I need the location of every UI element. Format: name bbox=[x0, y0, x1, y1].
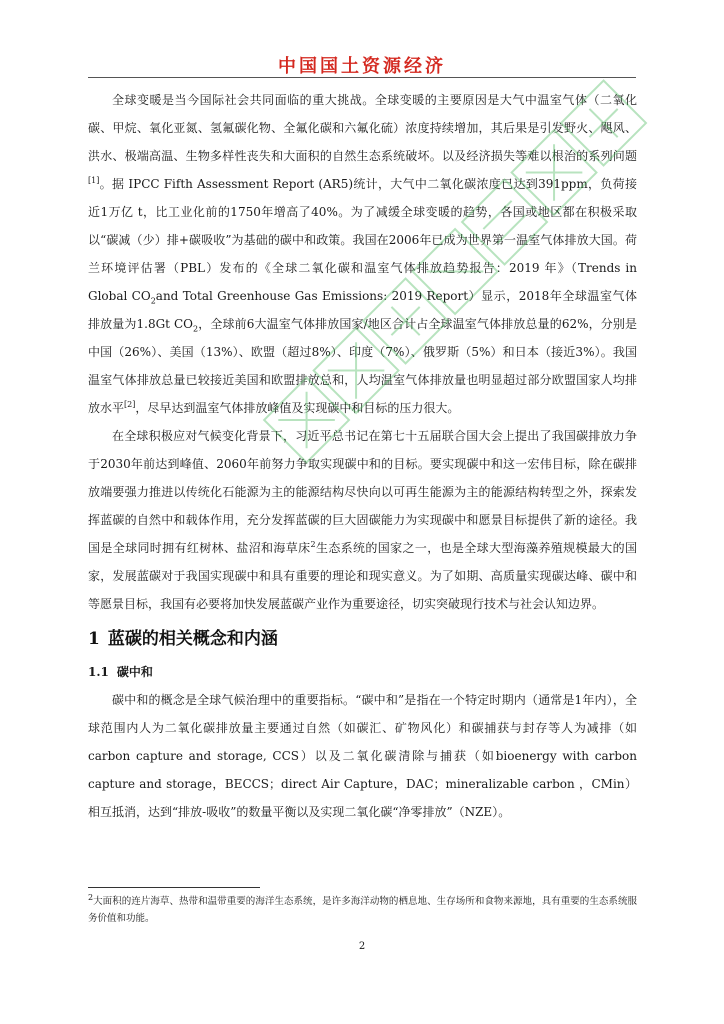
paragraph-1 bbox=[88, 86, 637, 422]
footnote bbox=[88, 893, 637, 927]
subsection-title: 碳中和 bbox=[116, 665, 153, 679]
text-run: 在全球积极应对气候变化背景下，习近平总书记在第七十五届联合国大会上提出了我国碳排放力争于2030年前达到峰值、2060年前努力争取实现碳中和的目标。要实现碳中和这一宏伟目标，除在碳排放端要强力推进以传统化石能源为主的能源结构尽快向以可再生能源为主的能源结构转型之外，探索发挥蓝碳的自然中和载体作用，充分发挥蓝碳的巨大固碳能力为实现碳中和愿景目标提供了新的途径。我国是全球同时拥有红树林、盐沼和海草床 bbox=[88, 429, 637, 555]
section-title: 蓝碳的相关概念和内涵 bbox=[107, 629, 278, 649]
footnote-marker: 2 bbox=[88, 892, 94, 902]
paragraph-2 bbox=[88, 422, 637, 618]
citation-sup: [2] bbox=[124, 400, 136, 409]
header-divider bbox=[88, 77, 636, 78]
footnote-divider bbox=[88, 887, 260, 888]
text-run: 。据 IPCC Fifth Assessment Report (AR5)统计，大气中二氧化碳浓度已达到391ppm，负荷接近1万亿 t，比工业化前的1750年增高了40%。为了减缓全球变暖的趋势，各国或地区都在积极采取以“碳减（少）排+碳吸收”为基础的碳中和政策。我国在2006年已成为世界第一温室气体排放大国。荷兰环境评估署（PBL）发布的《全球二氧化碳和温室气体排放趋势报告：2019 年》（Trends in Global CO bbox=[88, 177, 637, 303]
footnote-text: 大面积的连片海草、热带和温带重要的海洋生态系统，是许多海洋动物的栖息地、生存场所和食物来源地，具有重要的生态系统服务价值和功能。 bbox=[88, 896, 637, 924]
text-run: 生态系统的国家之一，也是全球大型海藻养殖规模最大的国家，发展蓝碳对于我国实现碳中和具有重要的理论和现实意义。为了如期、高质量实现碳达峰、碳中和等愿景目标，我国有必要将加快发展蓝碳产业作为重要途径，切实突破现行技术与社会认知边界。 bbox=[88, 541, 637, 611]
citation-sup: [1] bbox=[88, 176, 100, 185]
subscript: 2 bbox=[150, 296, 156, 306]
subsection-number: 1.1 bbox=[88, 665, 109, 679]
citation-sup: 2 bbox=[310, 540, 316, 549]
article-body bbox=[88, 86, 637, 826]
section-heading bbox=[88, 624, 637, 654]
paragraph-3: 碳中和的概念是全球气候治理中的重要指标。“碳中和”是指在一个特定时期内（通常是1年内），全球范围内人为二氧化碳排放量主要通过自然（如碳汇、矿物风化）和碳捕获与封存等人为减排（如carbon capture and storage, CCS）以及二氧化碳清除与捕获（如bioenergy with carbon capture and storage，BECCS；direct Air Capture，DAC；mineralizable carbon ，CMin）相互抵消，达到“排放-吸收”的数量平衡以及实现二氧化碳“净零排放”（NZE）。 bbox=[88, 693, 637, 819]
subsection-heading bbox=[88, 658, 637, 686]
subscript: 2 bbox=[192, 324, 199, 334]
section-number: 1 bbox=[88, 629, 100, 649]
text-run: ，全球前6大温室气体排放国家/地区合计占全球温室气体排放总量的62%，分别是中国（26%）、美国（13%）、欧盟（超过8%）、印度（7%）、俄罗斯（5%）和日本（接近3%）。我国温室气体排放总量已较接近美国和欧盟排放总和，人均温室气体排放量也明显超过部分欧盟国家人均排放水平 bbox=[88, 317, 637, 415]
text-run: ，尽早达到温室气体排放峰值及实现碳中和目标的压力很大。 bbox=[135, 401, 460, 415]
text-run: and Total Greenhouse Gas Emissions: 2019 Report）显示，2018年全球温室气体排放量为1.8Gt CO bbox=[88, 289, 638, 331]
page-number: 2 bbox=[358, 941, 366, 952]
text-run: 全球变暖是当今国际社会共同面临的重大挑战。全球变暖的主要原因是大气中温室气体（二氧化碳、甲烷、氧化亚氮、氢氟碳化物、全氟化碳和六氟化硫）浓度持续增加，其后果是引发野火、飓风、洪水、极端高温、生物多样性丧失和大面积的自然生态系统破坏。以及经济损失等难以根治的系列问题 bbox=[88, 93, 637, 163]
journal-header: 中国国土资源经济 bbox=[278, 56, 446, 77]
